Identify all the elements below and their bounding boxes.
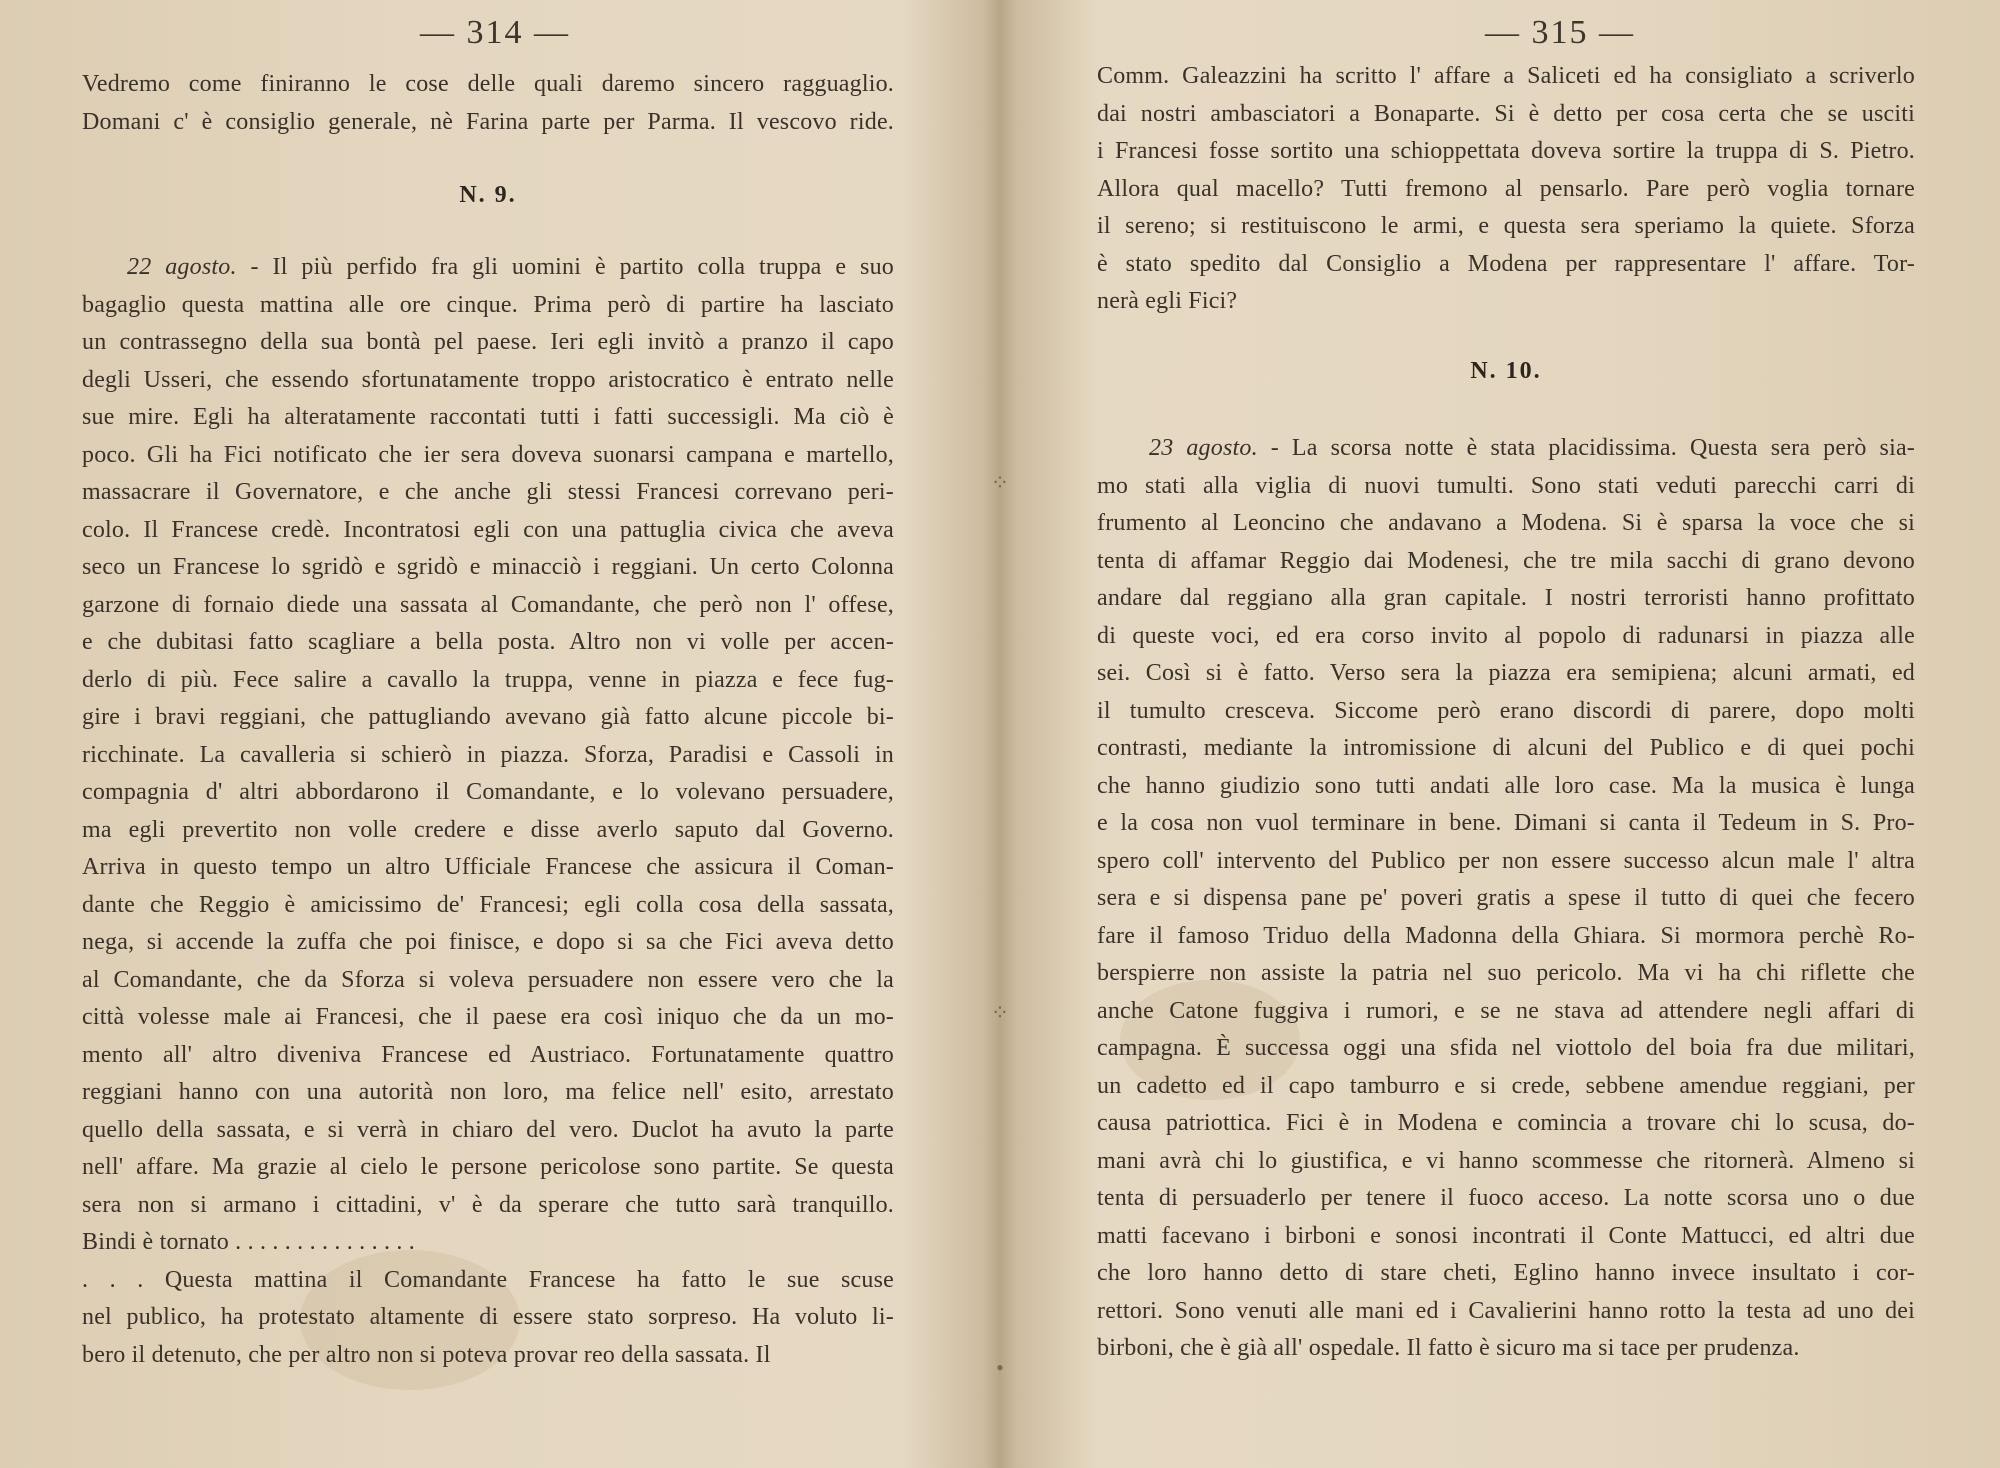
page-number: — 315 — — [1485, 14, 1635, 51]
text-line: fare il famoso Triduo della Madonna della Ghiara. Si mormora perchè Ro- — [1097, 922, 1915, 949]
text-line: mento all' altro diveniva Francese ed Austriaco. Fortunatamente quattro — [82, 1041, 894, 1068]
text-line: sera e si dispensa pane pe' poveri gratis a spese il tutto di quei che fecero — [1097, 885, 1915, 911]
text-line: il sereno; si restituiscono le armi, e questa sera speriamo la quiete. Sforza — [1097, 213, 1915, 239]
text-line: contrasti, mediante la intromissione di alcuni del Publico e di quei pochi — [1097, 735, 1915, 761]
text-line: . . . Questa mattina il Comandante Francese ha fatto le sue scuse — [82, 1266, 894, 1293]
section-title: N. 10. — [1470, 358, 1542, 384]
text-line: un cadetto ed il capo tamburro e si crede, sebbene amendue reggiani, per — [1097, 1072, 1915, 1099]
text-line: tenta di affamar Reggio dai Modenesi, che tre mila sacchi di grano devono — [1097, 547, 1915, 574]
text-line: bagaglio questa mattina alle ore cinque. Prima però di partire ha lasciato — [82, 291, 894, 318]
text-line: anche Catone fuggiva i rumori, e se ne stava ad attendere negli affari di — [1097, 997, 1915, 1024]
page-number: — 314 — — [420, 14, 570, 51]
binding-mark: ⁘ — [990, 1000, 1010, 1025]
text-line: Vedremo come finiranno le cose delle quali daremo sincero ragguaglio. — [82, 71, 894, 97]
text-line — [82, 249, 894, 287]
text-line: nerà egli Fici? — [1097, 288, 1238, 314]
text-line: birboni, che è già all' ospedale. Il fatto è sicuro ma si tace per prudenza. — [1097, 1335, 1800, 1361]
text-line: Allora qual macello? Tutti fremono al pensarlo. Pare però voglia tornare — [1097, 175, 1915, 202]
text-line: mani avrà chi lo giustifica, e vi hanno scommesse che ritornerà. Almeno si — [1097, 1147, 1915, 1174]
text-line: Comm. Galeazzini ha scritto l' affare a Saliceti ed ha consigliato a scriverlo — [1097, 63, 1915, 89]
text-line: Arriva in questo tempo un altro Ufficiale Francese che assicura il Coman- — [82, 854, 894, 880]
text-line: massacrare il Governatore, e che anche gli stessi Francesi correvano peri- — [82, 479, 894, 505]
text-line: i Francesi fosse sortito una schioppettata doveva sortire la truppa di S. Pietro. — [1097, 138, 1915, 164]
text-fragment: - La scorsa notte è stata placidissima. Questa sera però sia- — [1257, 435, 1915, 461]
text-line: ma egli prevertito non volle credere e disse averlo saputo dal Governo. — [82, 816, 894, 843]
right-page — [1010, 0, 2000, 1468]
text-line: poco. Gli ha Fici notificato che ier sera doveva suonarsi campana e martello, — [82, 441, 894, 468]
text-fragment: - Il più perfido fra gli uomini è partito colla truppa e suo — [236, 254, 894, 280]
text-line: berspierre non assiste la patria nel suo pericolo. Ma vi ha chi riflette che — [1097, 960, 1915, 986]
text-line: al Comandante, che da Sforza si voleva persuadere non essere vero che la — [82, 966, 894, 993]
text-line: un contrassegno della sua bontà pel paese. Ieri egli invitò a pranzo il capo — [82, 329, 894, 355]
dateline: 22 agosto. — [127, 254, 237, 280]
body-paragraph — [82, 249, 894, 1374]
text-line: sue mire. Egli ha alteratamente raccontati tutti i fatti successigli. Ma ciò è — [82, 404, 894, 430]
text-line: il tumulto cresceva. Siccome però erano discordi di parere, dopo molti — [1097, 697, 1915, 724]
text-line: nell' affare. Ma grazie al cielo le persone pericolose sono partite. Se questa — [82, 1154, 894, 1180]
text-line: dai nostri ambasciatori a Bonaparte. Si è detto per cosa certa che se usciti — [1097, 100, 1915, 127]
text-line: dante che Reggio è amicissimo de' Francesi; egli colla cosa della sassata, — [82, 891, 894, 918]
text-line: di queste voci, ed era corso invito al popolo di radunarsi in piazza alle — [1097, 622, 1915, 649]
text-line: sei. Così si è fatto. Verso sera la piazza era semipiena; alcuni armati, ed — [1097, 660, 1915, 686]
text-line: campagna. È successa oggi una sfida nel viottolo del boia fra due militari, — [1097, 1035, 1915, 1061]
text-line: Bindi è tornato . . . . . . . . . . . . . . . — [82, 1229, 415, 1255]
left-page — [0, 0, 990, 1468]
text-line: che loro hanno detto di stare cheti, Eglino hanno invece insultato i cor- — [1097, 1260, 1915, 1286]
top-paragraph — [82, 66, 894, 141]
text-line: derlo di più. Fece salire a cavallo la truppa, venne in piazza e fece fug- — [82, 666, 894, 693]
text-line: ricchinate. La cavalleria si schierò in piazza. Sforza, Paradisi e Cassoli in — [82, 741, 894, 768]
text-line: e la cosa non vuol terminare in bene. Dimani si canta il Tedeum in S. Pro- — [1097, 810, 1915, 836]
text-line: garzone di fornaio diede una sassata al Comandante, che però non l' offese, — [82, 591, 894, 618]
text-line: mo stati alla viglia di nuovi tumulti. Sono stati veduti parecchi carri di — [1097, 472, 1915, 499]
text-line: Domani c' è consiglio generale, nè Farina parte per Parma. Il vescovo ride. — [82, 108, 894, 135]
section-title: N. 9. — [459, 182, 517, 208]
text-line: reggiani hanno con una autorità non loro, ma felice nell' esito, arrestato — [82, 1079, 894, 1105]
text-line: che hanno giudizio sono tutti andati alle loro case. Ma la musica è lunga — [1097, 772, 1915, 799]
text-line: andare dal reggiano alla gran capitale. I nostri terroristi hanno profittato — [1097, 585, 1915, 611]
text-line: frumento al Leoncino che andavano a Modena. Si è sparsa la voce che si — [1097, 510, 1915, 536]
text-line: degli Usseri, che essendo sfortunatamente troppo aristocratico è entrato nelle — [82, 366, 894, 393]
text-line: città volesse male ai Francesi, che il paese era così iniquo che da un mo- — [82, 1004, 894, 1030]
text-line: nega, si accende la zuffa che poi finisce, e dopo si sa che Fici aveva detto — [82, 929, 894, 955]
text-line: e che dubitasi fatto scagliare a bella posta. Altro non vi volle per accen- — [82, 629, 894, 655]
text-line: compagnia d' altri abbordarono il Comandante, e lo volevano persuadere, — [82, 779, 894, 805]
text-line: seco un Francese lo sgridò e sgridò e minacciò i reggiani. Un certo Colonna — [82, 554, 894, 580]
binding-mark: ⁘ — [990, 470, 1010, 495]
dateline: 23 agosto. — [1149, 435, 1258, 461]
top-paragraph — [1097, 58, 1915, 321]
body-paragraph — [1097, 430, 1915, 1368]
text-line — [1097, 430, 1915, 468]
text-line: rettori. Sono venuti alle mani ed i Cavalierini hanno rotto la testa ad uno dei — [1097, 1297, 1915, 1324]
text-line: colo. Il Francese credè. Incontratosi egli con una pattuglia civica che aveva — [82, 516, 894, 543]
text-line: causa patriottica. Fici è in Modena e comincia a trovare chi lo scusa, do- — [1097, 1110, 1915, 1136]
text-line: è stato spedito dal Consiglio a Modena per rappresentare l' affare. Tor- — [1097, 250, 1915, 277]
text-line: matti facevano i birboni e sonosi incontrati il Conte Mattucci, ed altri due — [1097, 1222, 1915, 1249]
text-line: quello della sassata, e si verrà in chiaro del vero. Duclot ha avuto la parte — [82, 1116, 894, 1143]
text-line: spero coll' intervento del Publico per non essere successo alcun male l' altra — [1097, 847, 1915, 874]
text-line: sera non si armano i cittadini, v' è da sperare che tutto sarà tranquillo. — [82, 1191, 894, 1218]
binding-mark: • — [996, 1355, 1004, 1380]
text-line: tenta di persuaderlo per tenere il fuoco acceso. La notte scorsa uno o due — [1097, 1185, 1915, 1211]
text-line: gire i bravi reggiani, che pattugliando avevano già fatto alcune piccole bi- — [82, 704, 894, 730]
text-line: bero il detenuto, che per altro non si poteva provar reo della sassata. Il — [82, 1341, 771, 1368]
text-line: nel publico, ha protestato altamente di essere stato sorpreso. Ha voluto li- — [82, 1304, 894, 1330]
